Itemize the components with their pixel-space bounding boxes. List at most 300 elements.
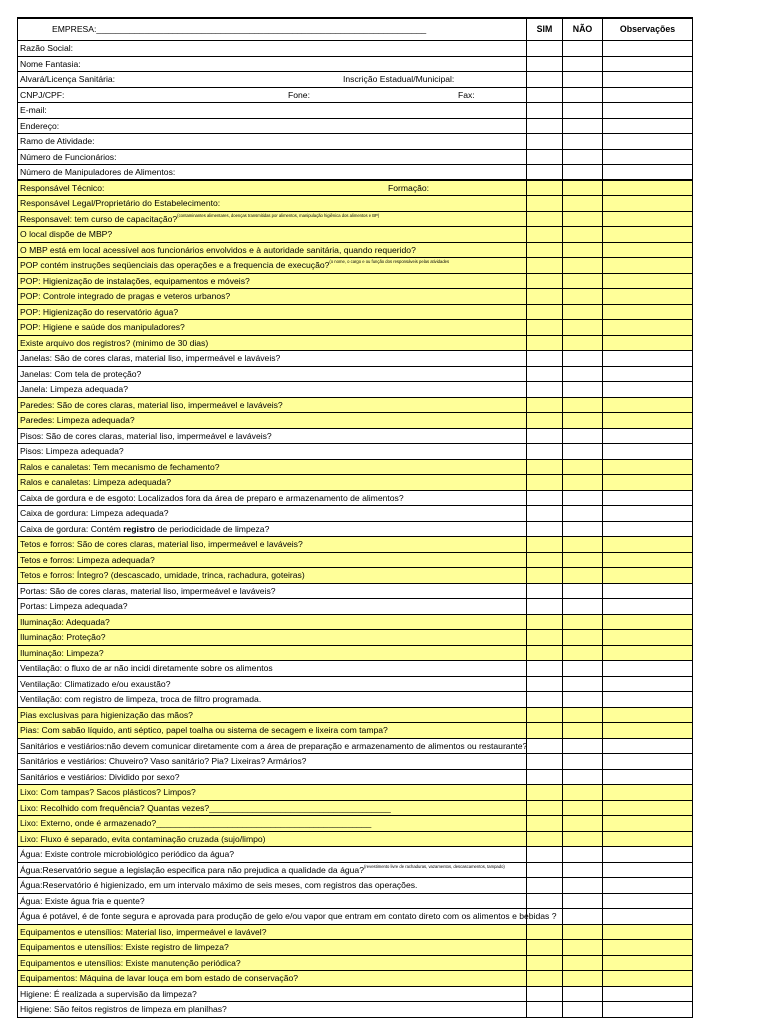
nao-cell[interactable]	[563, 692, 603, 707]
nao-cell[interactable]	[563, 816, 603, 831]
sim-cell[interactable]	[527, 181, 563, 196]
observacoes-cell[interactable]	[603, 615, 693, 630]
observacoes-cell[interactable]	[603, 320, 693, 335]
checklist-row	[18, 413, 693, 429]
observacoes-cell[interactable]	[603, 940, 693, 955]
nao-cell[interactable]	[563, 165, 603, 179]
sim-cell[interactable]	[527, 227, 563, 242]
item-sub-label: Fone:	[288, 89, 310, 100]
checklist-row	[18, 785, 693, 801]
checklist-row	[18, 894, 693, 910]
item-cell	[18, 1002, 527, 1017]
nao-cell[interactable]	[563, 475, 603, 490]
nao-cell[interactable]	[563, 336, 603, 351]
observacoes-cell[interactable]	[603, 971, 693, 986]
observacoes-cell[interactable]	[603, 708, 693, 723]
observacoes-cell[interactable]	[603, 1002, 693, 1017]
nao-cell[interactable]	[563, 553, 603, 568]
nao-cell[interactable]	[563, 413, 603, 428]
sim-cell[interactable]	[527, 150, 563, 165]
sim-cell[interactable]	[527, 475, 563, 490]
item-cell	[18, 785, 527, 800]
nao-cell[interactable]	[563, 227, 603, 242]
item-cell	[18, 878, 527, 893]
sim-cell[interactable]	[527, 568, 563, 583]
sim-cell[interactable]	[527, 971, 563, 986]
checklist-row	[18, 568, 693, 584]
observacoes-cell[interactable]	[603, 196, 693, 211]
nao-cell[interactable]	[563, 103, 603, 118]
nao-cell[interactable]	[563, 925, 603, 940]
sim-cell[interactable]	[527, 336, 563, 351]
item-cell	[18, 444, 527, 459]
item-cell	[18, 909, 557, 924]
observacoes-cell[interactable]	[603, 429, 693, 444]
nao-cell[interactable]	[563, 708, 603, 723]
nao-cell[interactable]	[563, 57, 603, 72]
sim-cell[interactable]	[527, 584, 563, 599]
nao-header: NÃO	[563, 19, 603, 40]
item-text: POP: Higienização do reservatório água?	[20, 306, 179, 317]
nao-cell[interactable]	[563, 584, 603, 599]
empresa-label: EMPRESA:_____________________________________________________________________	[52, 24, 427, 34]
sim-cell[interactable]	[527, 274, 563, 289]
observacoes-cell[interactable]	[603, 816, 693, 831]
observacoes-cell[interactable]	[603, 894, 693, 909]
nao-cell[interactable]	[563, 956, 603, 971]
observacoes-cell[interactable]	[603, 987, 693, 1002]
item-cell	[18, 770, 527, 785]
checklist-row	[18, 181, 693, 197]
item-note: (revestimento livre de rachaduras, vazamentos, descascamentos, tampado)	[364, 863, 505, 869]
observacoes-cell[interactable]	[603, 723, 693, 738]
nao-cell[interactable]	[563, 615, 603, 630]
observacoes-cell[interactable]	[603, 351, 693, 366]
observacoes-cell[interactable]	[603, 785, 693, 800]
checklist-row	[18, 351, 693, 367]
item-cell	[18, 537, 527, 552]
item-text: Número de Manipuladores de Alimentos:	[20, 167, 176, 177]
sim-cell[interactable]	[527, 491, 563, 506]
item-text: Responsavel: tem curso de capacitação?	[20, 213, 178, 224]
sim-cell[interactable]	[527, 677, 563, 692]
sim-cell[interactable]	[527, 88, 563, 103]
nao-cell[interactable]	[563, 801, 603, 816]
sim-cell[interactable]	[527, 878, 563, 893]
nao-cell[interactable]	[563, 847, 603, 862]
observacoes-cell[interactable]	[603, 413, 693, 428]
nao-cell[interactable]	[563, 754, 603, 769]
checklist-row	[18, 925, 693, 941]
observacoes-cell[interactable]	[603, 661, 693, 676]
item-text: POP contém instruções seqüenciais das operações e a frequencia de execução?	[20, 260, 330, 270]
observacoes-cell[interactable]	[603, 41, 693, 56]
checklist-row	[18, 832, 693, 848]
checklist-row	[18, 1002, 693, 1018]
nao-cell[interactable]	[563, 723, 603, 738]
item-text: O MBP está em local acessível aos funcionários envolvidos e à autoridade sanitária, quando requerido?	[20, 244, 416, 255]
sim-cell[interactable]	[527, 1002, 563, 1017]
item-text: Tetos e forros: Limpeza adequada?	[20, 554, 155, 565]
item-cell	[18, 289, 527, 304]
observacoes-cell[interactable]	[603, 289, 693, 304]
observacoes-cell[interactable]	[603, 630, 693, 645]
item-text: Responsável Legal/Proprietário do Estabelecimento:	[20, 198, 221, 208]
nao-cell[interactable]	[563, 460, 603, 475]
sim-cell[interactable]	[527, 894, 563, 909]
item-text: Lixo: Com tampas? Sacos plásticos? Limpos?	[20, 787, 196, 797]
observacoes-cell[interactable]	[603, 72, 693, 87]
observacoes-cell[interactable]	[603, 119, 693, 134]
item-text-after: de periodicidade de limpeza?	[155, 523, 270, 534]
observacoes-cell[interactable]	[603, 367, 693, 382]
sim-cell[interactable]	[527, 801, 563, 816]
item-text: Nome Fantasia:	[20, 58, 81, 69]
item-text: Água:Reservatório segue a legislação especifica para não prejudica a qualidade da água?	[20, 864, 364, 875]
sim-cell[interactable]	[527, 57, 563, 72]
observacoes-cell[interactable]	[603, 398, 693, 413]
sim-cell[interactable]	[527, 723, 563, 738]
nao-cell[interactable]	[563, 274, 603, 289]
item-text: Tetos e forros: Íntegro? (descascado, umidade, trinca, rachadura, goteiras)	[20, 570, 305, 580]
observacoes-cell[interactable]	[603, 475, 693, 490]
item-cell	[18, 103, 527, 118]
item-text: Higiene: São feitos registros de limpeza em planilhas?	[20, 1004, 227, 1014]
item-text: POP: Higiene e saúde dos manipuladores?	[20, 322, 185, 332]
item-text: Janelas: Com tela de proteção?	[20, 368, 142, 379]
item-cell	[18, 181, 527, 196]
sim-cell[interactable]	[527, 212, 563, 227]
item-text: Equipamentos e utensílios: Existe manutenção periódica?	[20, 957, 241, 968]
item-text-bold: registro	[123, 523, 156, 534]
nao-cell[interactable]	[563, 1002, 603, 1017]
observacoes-cell[interactable]	[603, 57, 693, 72]
item-cell	[18, 661, 527, 676]
nao-cell[interactable]	[563, 646, 603, 661]
observacoes-cell[interactable]	[603, 212, 693, 227]
observacoes-cell[interactable]	[603, 925, 693, 940]
sim-cell[interactable]	[527, 506, 563, 521]
sim-cell[interactable]	[527, 398, 563, 413]
nao-cell[interactable]	[563, 909, 603, 924]
item-cell	[18, 599, 527, 614]
nao-cell[interactable]	[563, 72, 603, 87]
item-cell	[18, 816, 527, 831]
sim-cell[interactable]	[527, 599, 563, 614]
nao-cell[interactable]	[563, 770, 603, 785]
item-note: (o nome, o cargo e ou função dos responsáveis pelas atividades	[329, 259, 450, 264]
checklist-row	[18, 661, 693, 677]
observacoes-cell[interactable]	[603, 227, 693, 242]
checklist-row	[18, 491, 693, 507]
sim-cell[interactable]	[527, 413, 563, 428]
nao-cell[interactable]	[563, 599, 603, 614]
observacoes-cell[interactable]	[603, 739, 693, 754]
item-cell	[18, 367, 527, 382]
nao-cell[interactable]	[563, 863, 603, 878]
observacoes-cell[interactable]	[603, 444, 693, 459]
nao-cell[interactable]	[563, 258, 603, 273]
nao-cell[interactable]	[563, 320, 603, 335]
observacoes-cell[interactable]	[603, 336, 693, 351]
item-text: CNPJ/CPF:	[20, 89, 65, 100]
item-cell	[18, 832, 527, 847]
observacoes-cell[interactable]	[603, 646, 693, 661]
nao-cell[interactable]	[563, 351, 603, 366]
item-text: Água: Existe controle microbiológico periódico da água?	[20, 849, 235, 859]
nao-cell[interactable]	[563, 429, 603, 444]
observacoes-cell[interactable]	[603, 165, 693, 179]
item-cell	[18, 274, 527, 289]
observacoes-cell[interactable]	[603, 863, 693, 878]
observacoes-cell[interactable]	[603, 599, 693, 614]
observacoes-cell[interactable]	[603, 522, 693, 537]
nao-cell[interactable]	[563, 894, 603, 909]
observacoes-cell[interactable]	[603, 274, 693, 289]
nao-cell[interactable]	[563, 878, 603, 893]
item-cell	[18, 196, 527, 211]
sim-cell[interactable]	[527, 258, 563, 273]
sim-cell[interactable]	[527, 289, 563, 304]
checklist-row	[18, 196, 693, 212]
nao-cell[interactable]	[563, 491, 603, 506]
nao-cell[interactable]	[563, 444, 603, 459]
nao-cell[interactable]	[563, 987, 603, 1002]
sim-cell[interactable]	[527, 429, 563, 444]
checklist-row	[18, 429, 693, 445]
checklist-row	[18, 847, 693, 863]
checklist-row	[18, 940, 693, 956]
item-cell	[18, 584, 527, 599]
checklist-row	[18, 723, 693, 739]
sim-cell[interactable]	[527, 630, 563, 645]
checklist-row	[18, 816, 693, 832]
nao-cell[interactable]	[563, 785, 603, 800]
nao-cell[interactable]	[563, 367, 603, 382]
checklist-row	[18, 863, 693, 879]
item-text: Janela: Limpeza adequada?	[20, 384, 128, 394]
item-cell	[18, 212, 527, 227]
nao-cell[interactable]	[563, 506, 603, 521]
item-text: Pias exclusivas para higienização das mãos?	[20, 709, 193, 720]
item-cell	[18, 119, 527, 134]
nao-cell[interactable]	[563, 41, 603, 56]
checklist-row	[18, 227, 693, 243]
observacoes-cell[interactable]	[603, 258, 693, 273]
observacoes-cell[interactable]	[603, 537, 693, 552]
observacoes-cell[interactable]	[603, 305, 693, 320]
sim-cell[interactable]	[527, 863, 563, 878]
observacoes-cell[interactable]	[603, 754, 693, 769]
item-cell	[18, 553, 527, 568]
observacoes-cell[interactable]	[603, 692, 693, 707]
item-cell	[18, 336, 527, 351]
checklist-row	[18, 88, 693, 104]
sim-cell[interactable]	[527, 692, 563, 707]
item-text: Portas: Limpeza adequada?	[20, 601, 128, 611]
sim-cell[interactable]	[527, 41, 563, 56]
observacoes-cell[interactable]	[603, 956, 693, 971]
item-text: Sanitários e vestiários: Chuveiro? Vaso sanitário? Pia? Lixeiras? Armários?	[20, 756, 307, 766]
sim-cell[interactable]	[527, 925, 563, 940]
sim-cell[interactable]	[527, 134, 563, 149]
sim-cell[interactable]	[527, 553, 563, 568]
sim-cell[interactable]	[527, 460, 563, 475]
observacoes-cell[interactable]	[603, 150, 693, 165]
observacoes-cell[interactable]	[603, 909, 693, 924]
sim-cell[interactable]	[527, 320, 563, 335]
item-cell	[18, 460, 527, 475]
item-cell	[18, 894, 527, 909]
sim-cell[interactable]	[527, 785, 563, 800]
nao-cell[interactable]	[563, 119, 603, 134]
observacoes-cell[interactable]	[603, 88, 693, 103]
checklist-row	[18, 677, 693, 693]
observacoes-cell[interactable]	[603, 801, 693, 816]
sim-cell[interactable]	[527, 382, 563, 397]
nao-cell[interactable]	[563, 661, 603, 676]
item-cell	[18, 258, 527, 273]
sim-cell[interactable]	[527, 956, 563, 971]
observacoes-cell[interactable]	[603, 382, 693, 397]
item-cell	[18, 692, 527, 707]
sim-cell[interactable]	[527, 816, 563, 831]
observacoes-cell[interactable]	[603, 134, 693, 149]
sim-cell[interactable]	[527, 615, 563, 630]
item-text: Lixo: Externo, onde é armazenado?_____________________________________________	[20, 818, 372, 828]
nao-cell[interactable]	[563, 832, 603, 847]
sim-cell[interactable]	[527, 646, 563, 661]
checklist-row	[18, 599, 693, 615]
observacoes-cell[interactable]	[603, 506, 693, 521]
item-cell	[18, 165, 527, 179]
sim-cell[interactable]	[527, 165, 563, 179]
sim-cell[interactable]	[527, 987, 563, 1002]
nao-cell[interactable]	[563, 181, 603, 196]
checklist-row	[18, 475, 693, 491]
item-cell	[18, 320, 527, 335]
header-row	[18, 19, 693, 41]
observacoes-cell[interactable]	[603, 584, 693, 599]
nao-cell[interactable]	[563, 150, 603, 165]
sim-cell[interactable]	[527, 754, 563, 769]
sim-cell[interactable]	[527, 103, 563, 118]
sim-cell[interactable]	[527, 522, 563, 537]
nao-cell[interactable]	[563, 243, 603, 258]
observacoes-header: Observações	[603, 19, 693, 40]
checklist-row	[18, 506, 693, 522]
nao-cell[interactable]	[563, 739, 603, 754]
item-text: Sanitários e vestiários: Dividido por sexo?	[20, 771, 180, 782]
sim-cell[interactable]	[527, 351, 563, 366]
observacoes-cell[interactable]	[603, 832, 693, 847]
item-text: Equipamentos e utensílios: Material liso, impermeável e lavável?	[20, 926, 267, 937]
sim-cell[interactable]	[527, 661, 563, 676]
sim-cell[interactable]	[527, 119, 563, 134]
observacoes-cell[interactable]	[603, 878, 693, 893]
sim-cell[interactable]	[527, 739, 563, 754]
nao-cell[interactable]	[563, 289, 603, 304]
item-text: Responsável Técnico:	[20, 182, 105, 193]
checklist-row	[18, 522, 693, 538]
checklist-row	[18, 336, 693, 352]
observacoes-cell[interactable]	[603, 460, 693, 475]
item-cell	[18, 57, 527, 72]
item-cell	[18, 739, 527, 754]
observacoes-cell[interactable]	[603, 770, 693, 785]
item-text: Iluminação: Proteção?	[20, 632, 106, 642]
observacoes-cell[interactable]	[603, 103, 693, 118]
checklist-row	[18, 987, 693, 1003]
nao-cell[interactable]	[563, 568, 603, 583]
observacoes-cell[interactable]	[603, 243, 693, 258]
nao-cell[interactable]	[563, 212, 603, 227]
checklist-row	[18, 41, 693, 57]
item-cell	[18, 677, 527, 692]
nao-cell[interactable]	[563, 522, 603, 537]
nao-cell[interactable]	[563, 398, 603, 413]
nao-cell[interactable]	[563, 88, 603, 103]
nao-cell[interactable]	[563, 971, 603, 986]
observacoes-cell[interactable]	[603, 677, 693, 692]
observacoes-cell[interactable]	[603, 568, 693, 583]
nao-cell[interactable]	[563, 940, 603, 955]
sim-cell[interactable]	[527, 770, 563, 785]
item-cell	[18, 630, 527, 645]
item-text: Equipamentos e utensílios: Existe registro de limpeza?	[20, 942, 229, 952]
sim-cell[interactable]	[527, 847, 563, 862]
observacoes-cell[interactable]	[603, 847, 693, 862]
sim-cell[interactable]	[527, 444, 563, 459]
sim-cell[interactable]	[527, 940, 563, 955]
sim-cell[interactable]	[527, 305, 563, 320]
checklist-row	[18, 646, 693, 662]
nao-cell[interactable]	[563, 537, 603, 552]
nao-cell[interactable]	[563, 196, 603, 211]
item-cell	[18, 506, 527, 521]
sim-cell[interactable]	[527, 537, 563, 552]
item-text: Janelas: São de cores claras, material liso, impermeável e laváveis?	[20, 353, 281, 363]
item-cell	[18, 398, 527, 413]
observacoes-cell[interactable]	[603, 553, 693, 568]
sim-cell[interactable]	[527, 196, 563, 211]
item-cell	[18, 72, 527, 87]
item-text: Pisos: São de cores claras, material liso, impermeável e laváveis?	[20, 430, 272, 441]
sim-cell[interactable]	[527, 708, 563, 723]
observacoes-cell[interactable]	[603, 181, 693, 196]
item-text: Endereço:	[20, 120, 60, 131]
item-text: POP: Higienização de instalações, equipamentos e móveis?	[20, 275, 250, 286]
sim-cell[interactable]	[527, 832, 563, 847]
checklist-row	[18, 692, 693, 708]
item-cell	[18, 491, 527, 506]
item-cell	[18, 351, 527, 366]
item-text: Ventilação: com registro de limpeza, troca de filtro programada.	[20, 694, 262, 704]
sim-cell[interactable]	[527, 72, 563, 87]
nao-cell[interactable]	[563, 677, 603, 692]
item-text: Ventilação: o fluxo de ar não incidi diretamente sobre os alimentos	[20, 663, 273, 673]
sim-cell[interactable]	[527, 243, 563, 258]
checklist-row	[18, 971, 693, 987]
item-note: (contaminantes alimentares, doenças transmitidas por alimentos, manipulação higiênica dos alimentos e BP)	[177, 212, 380, 218]
item-text: Lixo: Recolhido com frequência? Quantas vezes?______________________________________	[20, 802, 391, 813]
nao-cell[interactable]	[563, 305, 603, 320]
nao-cell[interactable]	[563, 630, 603, 645]
observacoes-cell[interactable]	[603, 491, 693, 506]
nao-cell[interactable]	[563, 134, 603, 149]
sim-cell[interactable]	[527, 367, 563, 382]
nao-cell[interactable]	[563, 382, 603, 397]
